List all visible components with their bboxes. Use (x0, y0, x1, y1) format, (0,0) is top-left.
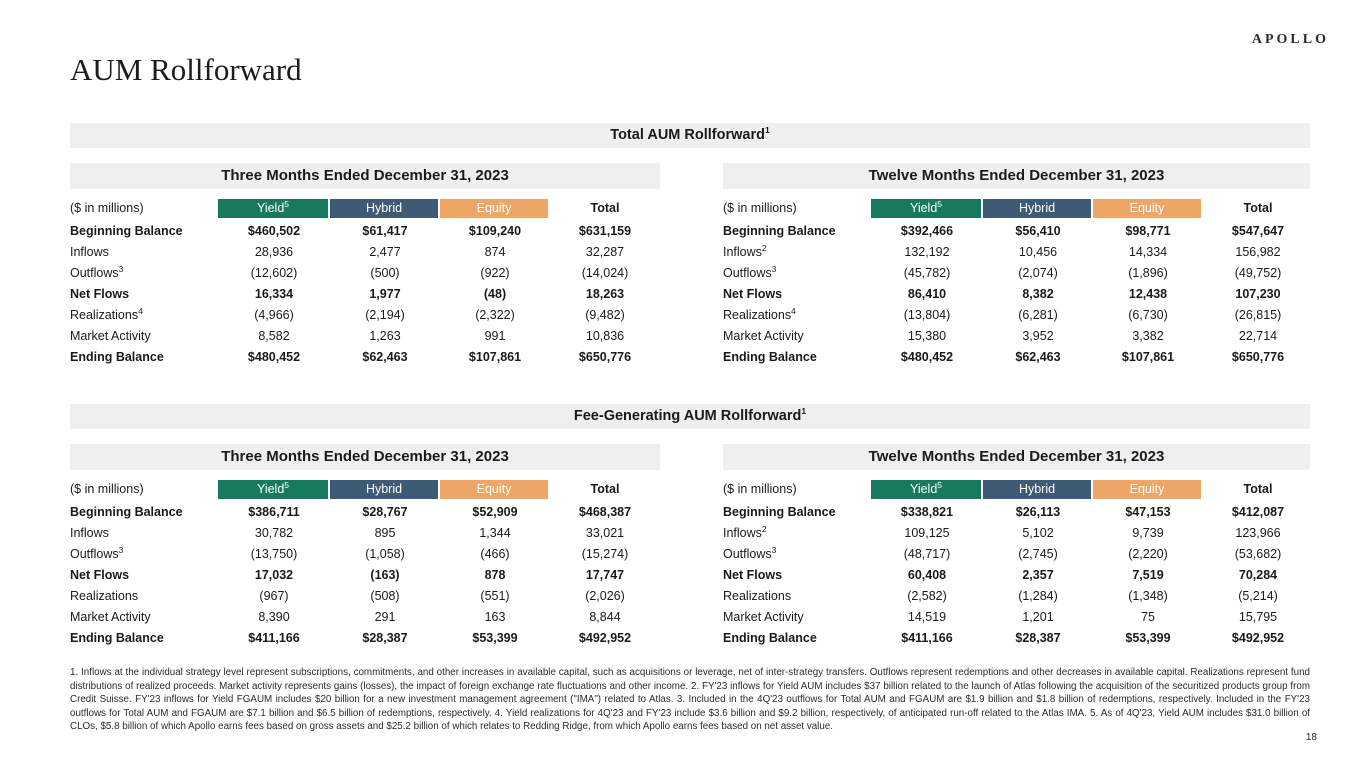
table-cell: $62,463 (1015, 350, 1061, 364)
table-cell: (6,281) (1018, 308, 1058, 322)
table-cell: (9,482) (585, 308, 625, 322)
table-cell: 14,334 (1128, 245, 1168, 259)
column-header-yield (871, 199, 981, 218)
row-label: Outflows$^3$ (723, 263, 777, 280)
table-cell: (1,896) (1128, 266, 1168, 280)
table-cell: (922) (480, 266, 510, 280)
table-cell: 22,714 (1238, 329, 1278, 343)
table-cell: 7,519 (1132, 568, 1164, 582)
column-label: Yield (256, 201, 285, 215)
table-cell: $62,463 (362, 350, 408, 364)
row-label: Beginning Balance (70, 505, 183, 519)
table-cell: (15,274) (581, 547, 629, 561)
column-label: Yield (256, 482, 285, 496)
column-label: Yield (909, 201, 938, 215)
table-cell: $338,821 (900, 505, 954, 519)
table-cell: 1,263 (369, 329, 401, 343)
footnote-ref: 1 (764, 125, 770, 136)
table-cell: 5,102 (1022, 526, 1054, 540)
table-cell: (53,682) (1234, 547, 1282, 561)
table-cell: 1,977 (369, 287, 401, 301)
table-cell: $56,410 (1015, 224, 1061, 238)
table-cell: 1,201 (1022, 610, 1054, 624)
column-header-hybrid: Hybrid (983, 199, 1091, 218)
table-cell: (2,026) (585, 589, 625, 603)
table-cell: (466) (480, 547, 510, 561)
table-cell: $492,952 (578, 631, 632, 645)
table-cell: 15,380 (907, 329, 947, 343)
table-cell: (500) (370, 266, 400, 280)
table-cell: $53,399 (1125, 631, 1171, 645)
row-label: Market Activity (723, 610, 804, 624)
row-label: Net Flows (723, 568, 783, 582)
column-header-hybrid: Hybrid (983, 480, 1091, 499)
table-cell: 878 (484, 568, 506, 582)
table-cell: 60,408 (907, 568, 947, 582)
table-cell: 163 (484, 610, 506, 624)
table-cell: (163) (370, 568, 400, 582)
row-label: Net Flows (70, 568, 130, 582)
table-cell: (5,214) (1238, 589, 1278, 603)
row-label: Ending Balance (723, 631, 817, 645)
footnote-ref: 1 (801, 406, 807, 417)
table-total-aum-12m (723, 199, 1313, 368)
table-cell: (26,815) (1234, 308, 1282, 322)
column-header-total: Total (1243, 201, 1273, 215)
table-cell: (1,058) (365, 547, 405, 561)
table-cell: (13,750) (250, 547, 298, 561)
table-cell: 33,021 (585, 526, 625, 540)
column-header-equity: Equity (440, 199, 548, 218)
row-label: Inflows (70, 526, 109, 540)
table-cell: $386,711 (248, 505, 300, 519)
table-cell: (2,194) (365, 308, 405, 322)
table-cell: (13,804) (903, 308, 951, 322)
table-cell: $47,153 (1125, 505, 1171, 519)
table-cell: $492,952 (1231, 631, 1285, 645)
column-header-equity: Equity (1093, 199, 1201, 218)
table-cell: 17,032 (254, 568, 294, 582)
row-label: Beginning Balance (723, 224, 836, 238)
table-cell: 8,582 (258, 329, 290, 343)
row-label: Realizations$^4$ (70, 305, 143, 322)
row-label: Realizations (723, 589, 792, 603)
row-label: Beginning Balance (70, 224, 183, 238)
table-cell: (48,717) (903, 547, 951, 561)
footnote-ref: 5 (284, 198, 290, 209)
table-cell: $109,240 (468, 224, 522, 238)
row-label: Market Activity (723, 329, 804, 343)
table-cell: 2,357 (1022, 568, 1054, 582)
table-cell: 895 (374, 526, 396, 540)
table-cell: 1,344 (479, 526, 511, 540)
table-cell: 8,390 (258, 610, 290, 624)
table-cell: (2,220) (1128, 547, 1168, 561)
table-cell: (967) (259, 589, 289, 603)
table-cell: 874 (484, 245, 506, 259)
period-header-3m-fee: Three Months Ended December 31, 2023 (70, 444, 660, 470)
row-label: Net Flows (723, 287, 783, 301)
table-cell: 156,982 (1235, 245, 1281, 259)
table-cell: $412,087 (1231, 505, 1285, 519)
column-header-total: Total (590, 482, 620, 496)
table-fee-aum-12m (723, 480, 1313, 649)
table-cell: 28,936 (254, 245, 294, 259)
table-cell: (2,074) (1018, 266, 1058, 280)
column-header-total: Total (590, 201, 620, 215)
footnote-ref: 5 (284, 479, 290, 490)
column-label: Yield (909, 482, 938, 496)
column-header-hybrid: Hybrid (330, 480, 438, 499)
period-header-12m-fee: Twelve Months Ended December 31, 2023 (723, 444, 1310, 470)
table-cell: $650,776 (578, 350, 632, 364)
table-cell: $480,452 (900, 350, 954, 364)
table-cell: $547,647 (1231, 224, 1285, 238)
row-label: Net Flows (70, 287, 130, 301)
table-cell: $53,399 (472, 631, 518, 645)
table-cell: (2,322) (475, 308, 515, 322)
table-cell: $61,417 (362, 224, 408, 238)
table-cell: 15,795 (1238, 610, 1278, 624)
unit-label: ($ in millions) (70, 482, 144, 496)
row-label: Ending Balance (70, 350, 164, 364)
table-cell: (14,024) (581, 266, 629, 280)
table-cell: $631,159 (578, 224, 632, 238)
table-cell: $480,452 (247, 350, 301, 364)
table-cell: 32,287 (585, 245, 625, 259)
table-fee-aum-3m (70, 480, 660, 649)
table-cell: $107,861 (468, 350, 522, 364)
page-number: 18 (1305, 732, 1317, 743)
section-title: Total AUM Rollforward (610, 127, 765, 143)
row-label: Ending Balance (70, 631, 164, 645)
table-cell: 16,334 (254, 287, 294, 301)
table-cell: (551) (480, 589, 510, 603)
row-label: Outflows$^3$ (723, 544, 777, 561)
table-cell: 75 (1141, 610, 1155, 624)
column-header-hybrid: Hybrid (330, 199, 438, 218)
table-cell: 107,230 (1235, 287, 1281, 301)
table-cell: 12,438 (1128, 287, 1168, 301)
table-cell: 86,410 (907, 287, 947, 301)
table-cell: $26,113 (1015, 505, 1061, 519)
row-label: Outflows$^3$ (70, 544, 124, 561)
table-cell: 132,192 (904, 245, 950, 259)
table-cell: (1,284) (1018, 589, 1058, 603)
table-cell: 2,477 (369, 245, 401, 259)
period-header-12m-total: Twelve Months Ended December 31, 2023 (723, 163, 1310, 189)
table-cell: 8,382 (1022, 287, 1054, 301)
table-cell: 3,952 (1022, 329, 1054, 343)
row-label: Realizations$^4$ (723, 305, 796, 322)
table-cell: 3,382 (1132, 329, 1164, 343)
table-cell: 18,263 (585, 287, 625, 301)
row-label: Inflows$^2$ (723, 523, 767, 540)
table-cell: 8,844 (589, 610, 621, 624)
column-header-yield (218, 199, 328, 218)
table-cell: $650,776 (1231, 350, 1285, 364)
table-cell: (49,752) (1234, 266, 1282, 280)
table-cell: 14,519 (907, 610, 947, 624)
column-header-yield (871, 480, 981, 499)
table-cell: $392,466 (900, 224, 954, 238)
table-cell: 109,125 (904, 526, 950, 540)
row-label: Beginning Balance (723, 505, 836, 519)
table-cell: $98,771 (1125, 224, 1171, 238)
table-cell: $107,861 (1121, 350, 1175, 364)
footnote-ref: 5 (937, 479, 943, 490)
table-total-aum-3m (70, 199, 660, 368)
row-label: Outflows$^3$ (70, 263, 124, 280)
footnote-ref: 5 (937, 198, 943, 209)
table-cell: $411,166 (901, 631, 953, 645)
row-label: Realizations (70, 589, 139, 603)
unit-label: ($ in millions) (70, 201, 144, 215)
unit-label: ($ in millions) (723, 201, 797, 215)
table-cell: (12,602) (250, 266, 298, 280)
table-cell: $28,387 (1015, 631, 1061, 645)
row-label: Market Activity (70, 329, 151, 343)
row-label: Inflows (70, 245, 109, 259)
table-cell: (1,348) (1128, 589, 1168, 603)
table-cell: $28,387 (362, 631, 408, 645)
footnotes: 1. Inflows at the individual strategy level represent subscriptions, commitments, and other increases in available capital, such as acquisitions or leverage, net of inter-strategy transfers. Outflows represent redemptions and other decreases in available capital. Realizations represent fund distributions of realized proceeds. Market activity represents gains (losses), the impact of foreign exchange rate fluctuations and other income. 2. FY'23 inflows for Yield AUM includes $37 billion related to the launch of Atlas following the acquisition of the securitized products group from Credit Suisse. FY'23 inflows for Yield FGAUM includes $20 billion for a new investment management agreement ("IMA") related to Atlas. 3. Included in the 4Q'23 outflows for Total AUM and FGAUM are $1.9 billion and $1.8 billion of redemptions, respectively. Included in the FY'23 outflows for Total AUM and FGAUM are $7.1 billion and $6.5 billion of redemptions, respectively. 4. Yield realizations for 4Q'23 and FY'23 include $3.6 billion and $9.2 billion, respectively, of anticipated run-off related to the Atlas IMA. 5. As of 4Q'23, Yield AUM includes $31.0 billion of CLOs, $5.8 billion of which Apollo earns fees based on gross assets and $25.2 billion of which relates to Redding Ridge, from which Apollo earns fees based on net asset value. (70, 667, 1310, 733)
table-cell: (48) (483, 287, 507, 301)
table-cell: $28,767 (362, 505, 408, 519)
column-header-total: Total (1243, 482, 1273, 496)
table-cell: (45,782) (903, 266, 951, 280)
apollo-logo: APOLLO (1251, 32, 1329, 47)
table-cell: (508) (370, 589, 400, 603)
table-cell: (2,745) (1018, 547, 1058, 561)
row-label: Market Activity (70, 610, 151, 624)
period-header-3m-total: Three Months Ended December 31, 2023 (70, 163, 660, 189)
table-cell: $411,166 (248, 631, 300, 645)
table-cell: $468,387 (578, 505, 632, 519)
section-title: Fee-Generating AUM Rollforward (573, 408, 802, 424)
table-cell: 291 (374, 610, 396, 624)
column-header-yield (218, 480, 328, 499)
table-cell: (2,582) (907, 589, 947, 603)
table-cell: (4,966) (254, 308, 294, 322)
table-cell: 991 (484, 329, 506, 343)
row-label: Ending Balance (723, 350, 817, 364)
column-header-equity: Equity (440, 480, 548, 499)
table-cell: (6,730) (1128, 308, 1168, 322)
table-cell: 10,456 (1018, 245, 1058, 259)
table-cell: 10,836 (585, 329, 625, 343)
table-cell: 70,284 (1238, 568, 1278, 582)
section-header-total-aum (70, 123, 1310, 148)
column-header-equity: Equity (1093, 480, 1201, 499)
table-cell: $460,502 (247, 224, 301, 238)
section-header-fee-generating-aum (70, 404, 1310, 429)
table-cell: 17,747 (585, 568, 625, 582)
table-cell: 9,739 (1132, 526, 1164, 540)
table-cell: $52,909 (472, 505, 518, 519)
table-cell: 30,782 (254, 526, 294, 540)
table-cell: 123,966 (1235, 526, 1281, 540)
page-title: AUM Rollforward (70, 52, 302, 87)
unit-label: ($ in millions) (723, 482, 797, 496)
row-label: Inflows$^2$ (723, 242, 767, 259)
